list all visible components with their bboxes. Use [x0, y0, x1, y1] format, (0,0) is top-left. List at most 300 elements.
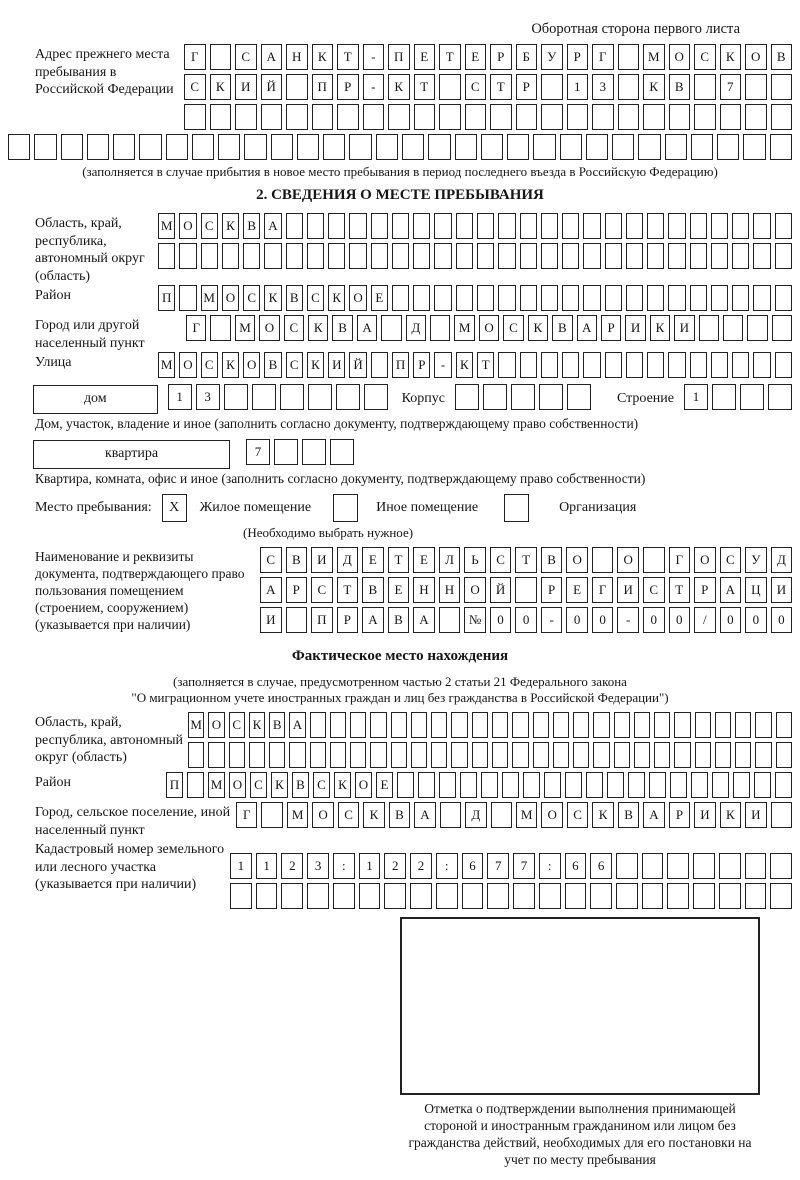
char-box-empty[interactable] — [513, 883, 535, 909]
char-box-empty[interactable] — [330, 712, 346, 738]
char-box-filled[interactable]: К — [222, 352, 239, 378]
char-box-filled[interactable]: М — [287, 802, 308, 828]
char-box-empty[interactable] — [229, 742, 245, 768]
char-box-empty[interactable] — [775, 352, 792, 378]
char-box-empty[interactable] — [643, 104, 665, 130]
char-box-empty[interactable] — [553, 712, 569, 738]
char-box-empty[interactable] — [562, 213, 579, 239]
char-box-filled[interactable]: К — [249, 712, 265, 738]
char-box-filled[interactable]: 1 — [684, 384, 708, 410]
char-box-empty[interactable] — [733, 772, 750, 798]
char-box-filled[interactable]: О — [222, 285, 239, 311]
char-box-filled[interactable]: К — [312, 44, 334, 70]
char-box-empty[interactable] — [668, 213, 685, 239]
char-box-filled[interactable]: С — [311, 577, 333, 603]
char-box-empty[interactable] — [350, 742, 366, 768]
char-box-empty[interactable] — [370, 712, 386, 738]
char-box-empty[interactable] — [418, 772, 435, 798]
char-box-empty[interactable] — [583, 285, 600, 311]
char-box-filled[interactable]: Р — [669, 802, 690, 828]
char-box-filled[interactable]: 0 — [490, 607, 512, 633]
char-box-empty[interactable] — [654, 712, 670, 738]
char-box-empty[interactable] — [711, 285, 728, 311]
char-box-empty[interactable] — [184, 104, 206, 130]
char-box-empty[interactable] — [593, 742, 609, 768]
char-box-filled[interactable]: 7 — [720, 74, 742, 100]
char-box-empty[interactable] — [391, 742, 407, 768]
char-box-filled[interactable]: С — [286, 352, 303, 378]
char-box-empty[interactable] — [230, 883, 252, 909]
char-box-empty[interactable] — [771, 74, 793, 100]
char-box-empty[interactable] — [544, 772, 561, 798]
char-box-empty[interactable] — [541, 213, 558, 239]
char-box-empty[interactable] — [158, 243, 175, 269]
char-box-filled[interactable]: 1 — [359, 853, 381, 879]
char-box-filled[interactable]: Г — [669, 547, 691, 573]
char-box-empty[interactable] — [642, 853, 664, 879]
char-box-filled[interactable]: В — [552, 315, 572, 341]
char-box-empty[interactable] — [439, 607, 461, 633]
char-box-filled[interactable]: А — [414, 802, 435, 828]
char-box-empty[interactable] — [498, 243, 515, 269]
char-box-empty[interactable] — [261, 802, 282, 828]
char-box-empty[interactable] — [583, 352, 600, 378]
char-box-filled[interactable]: М — [235, 315, 255, 341]
char-box-empty[interactable] — [560, 134, 582, 160]
char-box-empty[interactable] — [753, 213, 770, 239]
char-box-filled[interactable]: О — [694, 547, 716, 573]
char-box-filled[interactable]: 0 — [771, 607, 793, 633]
char-box-filled[interactable]: С — [567, 802, 588, 828]
char-box-filled[interactable]: А — [362, 607, 384, 633]
char-box-empty[interactable] — [392, 243, 409, 269]
char-box-empty[interactable] — [533, 712, 549, 738]
char-box-empty[interactable] — [690, 243, 707, 269]
char-box-filled[interactable]: Е — [362, 547, 384, 573]
char-box-empty[interactable] — [712, 772, 729, 798]
char-box-empty[interactable] — [605, 285, 622, 311]
char-box-empty[interactable] — [431, 712, 447, 738]
char-box-empty[interactable] — [712, 384, 736, 410]
char-box-filled[interactable]: О — [669, 44, 691, 70]
char-box-empty[interactable] — [492, 712, 508, 738]
stay-type-checkbox-organization[interactable] — [504, 494, 529, 522]
char-box-empty[interactable] — [732, 243, 749, 269]
char-box-empty[interactable] — [333, 883, 355, 909]
char-box-empty[interactable] — [562, 352, 579, 378]
char-box-filled[interactable]: : — [333, 853, 355, 879]
char-box-filled[interactable]: О — [312, 802, 333, 828]
char-box-empty[interactable] — [371, 352, 388, 378]
char-box-filled[interactable]: К — [271, 772, 288, 798]
char-box-empty[interactable] — [330, 439, 354, 465]
char-box-empty[interactable] — [388, 104, 410, 130]
char-box-filled[interactable]: Е — [371, 285, 388, 311]
char-box-filled[interactable]: М — [201, 285, 218, 311]
char-box-filled[interactable]: Т — [414, 74, 436, 100]
char-box-empty[interactable] — [8, 134, 30, 160]
char-box-empty[interactable] — [201, 243, 218, 269]
char-box-filled[interactable]: 7 — [513, 853, 535, 879]
char-box-empty[interactable] — [541, 243, 558, 269]
char-box-filled[interactable]: К — [222, 213, 239, 239]
char-box-filled[interactable]: К — [650, 315, 670, 341]
char-box-filled[interactable]: И — [617, 577, 639, 603]
char-box-empty[interactable] — [647, 352, 664, 378]
char-box-empty[interactable] — [87, 134, 109, 160]
char-box-filled[interactable]: Д — [771, 547, 793, 573]
char-box-filled[interactable]: К — [334, 772, 351, 798]
char-box-filled[interactable]: С — [243, 285, 260, 311]
char-box-empty[interactable] — [439, 74, 461, 100]
char-box-empty[interactable] — [307, 213, 324, 239]
char-box-empty[interactable] — [693, 853, 715, 879]
char-box-empty[interactable] — [310, 742, 326, 768]
char-box-empty[interactable] — [271, 134, 293, 160]
char-box-filled[interactable]: С — [201, 213, 218, 239]
char-box-filled[interactable]: 7 — [246, 439, 270, 465]
char-box-filled[interactable]: - — [434, 352, 451, 378]
char-box-filled[interactable]: В — [362, 577, 384, 603]
char-box-empty[interactable] — [647, 285, 664, 311]
char-box-empty[interactable] — [593, 712, 609, 738]
char-box-filled[interactable]: И — [625, 315, 645, 341]
char-box-filled[interactable]: К — [363, 802, 384, 828]
char-box-empty[interactable] — [567, 104, 589, 130]
char-box-filled[interactable]: 1 — [567, 74, 589, 100]
char-box-filled[interactable]: Б — [516, 44, 538, 70]
char-box-empty[interactable] — [747, 315, 767, 341]
char-box-filled[interactable]: М — [158, 352, 175, 378]
char-box-empty[interactable] — [533, 742, 549, 768]
char-box-filled[interactable]: / — [694, 607, 716, 633]
char-box-filled[interactable]: У — [541, 44, 563, 70]
char-box-filled[interactable]: 0 — [720, 607, 742, 633]
char-box-empty[interactable] — [711, 243, 728, 269]
char-box-empty[interactable] — [565, 772, 582, 798]
char-box-filled[interactable]: И — [674, 315, 694, 341]
char-box-empty[interactable] — [210, 44, 232, 70]
char-box-empty[interactable] — [541, 74, 563, 100]
char-box-filled[interactable]: В — [286, 285, 303, 311]
char-box-empty[interactable] — [397, 772, 414, 798]
char-box-empty[interactable] — [410, 883, 432, 909]
char-box-empty[interactable] — [614, 712, 630, 738]
char-box-empty[interactable] — [460, 772, 477, 798]
char-box-empty[interactable] — [732, 213, 749, 239]
char-box-empty[interactable] — [699, 315, 719, 341]
char-box-empty[interactable] — [411, 712, 427, 738]
char-box-filled[interactable]: Л — [439, 547, 461, 573]
char-box-filled[interactable]: К — [528, 315, 548, 341]
char-box-empty[interactable] — [336, 384, 360, 410]
char-box-empty[interactable] — [139, 134, 161, 160]
char-box-empty[interactable] — [520, 243, 537, 269]
char-box-filled[interactable]: : — [539, 853, 561, 879]
char-box-filled[interactable]: Р — [337, 74, 359, 100]
char-box-empty[interactable] — [269, 742, 285, 768]
char-box-filled[interactable]: У — [745, 547, 767, 573]
char-box-empty[interactable] — [371, 243, 388, 269]
char-box-empty[interactable] — [768, 384, 792, 410]
char-box-filled[interactable]: В — [243, 213, 260, 239]
char-box-filled[interactable]: 0 — [515, 607, 537, 633]
char-box-empty[interactable] — [256, 883, 278, 909]
char-box-filled[interactable]: В — [264, 352, 281, 378]
char-box-empty[interactable] — [770, 883, 792, 909]
char-box-empty[interactable] — [472, 742, 488, 768]
char-box-filled[interactable]: 0 — [745, 607, 767, 633]
char-box-filled[interactable]: С — [201, 352, 218, 378]
char-box-empty[interactable] — [179, 243, 196, 269]
char-box-filled[interactable]: Й — [349, 352, 366, 378]
char-box-filled[interactable]: И — [235, 74, 257, 100]
char-box-empty[interactable] — [376, 134, 398, 160]
char-box-empty[interactable] — [477, 213, 494, 239]
char-box-filled[interactable]: С — [250, 772, 267, 798]
char-box-empty[interactable] — [439, 772, 456, 798]
char-box-empty[interactable] — [430, 315, 450, 341]
stay-type-checkbox-residential[interactable]: X — [162, 494, 187, 522]
char-box-empty[interactable] — [614, 742, 630, 768]
char-box-empty[interactable] — [690, 352, 707, 378]
char-box-empty[interactable] — [392, 213, 409, 239]
char-box-empty[interactable] — [654, 742, 670, 768]
char-box-empty[interactable] — [583, 243, 600, 269]
char-box-empty[interactable] — [745, 883, 767, 909]
char-box-empty[interactable] — [274, 439, 298, 465]
char-box-filled[interactable]: К — [328, 285, 345, 311]
char-box-empty[interactable] — [583, 213, 600, 239]
char-box-empty[interactable] — [439, 104, 461, 130]
char-box-filled[interactable]: К — [720, 802, 741, 828]
char-box-filled[interactable]: Г — [184, 44, 206, 70]
char-box-filled[interactable]: Ь — [464, 547, 486, 573]
char-box-filled[interactable]: К — [264, 285, 281, 311]
char-box-empty[interactable] — [770, 134, 792, 160]
char-box-empty[interactable] — [381, 315, 401, 341]
char-box-empty[interactable] — [711, 352, 728, 378]
char-box-filled[interactable]: О — [208, 712, 224, 738]
char-box-empty[interactable] — [477, 243, 494, 269]
char-box-empty[interactable] — [487, 883, 509, 909]
char-box-filled[interactable]: И — [311, 547, 333, 573]
char-box-empty[interactable] — [775, 285, 792, 311]
char-box-empty[interactable] — [512, 742, 528, 768]
char-box-empty[interactable] — [456, 243, 473, 269]
char-box-empty[interactable] — [755, 712, 771, 738]
char-box-empty[interactable] — [286, 74, 308, 100]
char-box-filled[interactable]: Ц — [745, 577, 767, 603]
char-box-empty[interactable] — [244, 134, 266, 160]
char-box-empty[interactable] — [775, 243, 792, 269]
char-box-empty[interactable] — [451, 742, 467, 768]
char-box-empty[interactable] — [392, 285, 409, 311]
char-box-empty[interactable] — [771, 802, 792, 828]
char-box-filled[interactable]: 1 — [256, 853, 278, 879]
char-box-empty[interactable] — [402, 134, 424, 160]
char-box-filled[interactable]: А — [264, 213, 281, 239]
char-box-empty[interactable] — [616, 853, 638, 879]
char-box-empty[interactable] — [511, 384, 535, 410]
char-box-filled[interactable]: В — [269, 712, 285, 738]
char-box-empty[interactable] — [451, 712, 467, 738]
char-box-empty[interactable] — [261, 104, 283, 130]
char-box-empty[interactable] — [626, 213, 643, 239]
char-box-empty[interactable] — [481, 772, 498, 798]
char-box-empty[interactable] — [634, 742, 650, 768]
char-box-empty[interactable] — [732, 352, 749, 378]
char-box-empty[interactable] — [61, 134, 83, 160]
char-box-empty[interactable] — [210, 104, 232, 130]
char-box-empty[interactable] — [477, 285, 494, 311]
char-box-filled[interactable]: В — [332, 315, 352, 341]
char-box-empty[interactable] — [695, 742, 711, 768]
char-box-filled[interactable]: 1 — [230, 853, 252, 879]
char-box-filled[interactable]: Е — [376, 772, 393, 798]
char-box-filled[interactable]: Р — [601, 315, 621, 341]
char-box-filled[interactable]: Т — [388, 547, 410, 573]
char-box-filled[interactable]: И — [745, 802, 766, 828]
char-box-empty[interactable] — [515, 577, 537, 603]
char-box-empty[interactable] — [647, 213, 664, 239]
char-box-filled[interactable]: 3 — [196, 384, 220, 410]
char-box-filled[interactable]: Р — [286, 577, 308, 603]
char-box-empty[interactable] — [523, 772, 540, 798]
char-box-filled[interactable]: - — [363, 74, 385, 100]
char-box-empty[interactable] — [592, 104, 614, 130]
char-box-empty[interactable] — [732, 285, 749, 311]
char-box-filled[interactable]: : — [436, 853, 458, 879]
char-box-filled[interactable]: П — [311, 607, 333, 633]
char-box-empty[interactable] — [512, 712, 528, 738]
char-box-empty[interactable] — [498, 285, 515, 311]
char-box-empty[interactable] — [113, 134, 135, 160]
char-box-filled[interactable]: С — [503, 315, 523, 341]
char-box-empty[interactable] — [626, 243, 643, 269]
char-box-empty[interactable] — [612, 134, 634, 160]
char-box-filled[interactable]: 0 — [592, 607, 614, 633]
char-box-filled[interactable]: - — [617, 607, 639, 633]
char-box-empty[interactable] — [286, 104, 308, 130]
char-box-filled[interactable]: С — [720, 547, 742, 573]
char-box-empty[interactable] — [690, 285, 707, 311]
char-box-empty[interactable] — [715, 742, 731, 768]
char-box-empty[interactable] — [210, 315, 230, 341]
char-box-filled[interactable]: В — [541, 547, 563, 573]
char-box-empty[interactable] — [565, 883, 587, 909]
char-box-filled[interactable]: Р — [413, 352, 430, 378]
char-box-empty[interactable] — [391, 712, 407, 738]
char-box-empty[interactable] — [691, 134, 713, 160]
char-box-filled[interactable]: 2 — [410, 853, 432, 879]
char-box-filled[interactable]: И — [771, 577, 793, 603]
char-box-empty[interactable] — [735, 712, 751, 738]
char-box-empty[interactable] — [626, 352, 643, 378]
char-box-empty[interactable] — [166, 134, 188, 160]
char-box-filled[interactable]: А — [260, 577, 282, 603]
char-box-empty[interactable] — [771, 104, 793, 130]
char-box-empty[interactable] — [605, 243, 622, 269]
char-box-filled[interactable]: А — [577, 315, 597, 341]
char-box-empty[interactable] — [735, 742, 751, 768]
char-box-empty[interactable] — [539, 883, 561, 909]
char-box-empty[interactable] — [567, 384, 591, 410]
char-box-filled[interactable]: О — [355, 772, 372, 798]
char-box-empty[interactable] — [498, 213, 515, 239]
char-box-filled[interactable]: О — [179, 352, 196, 378]
char-box-filled[interactable]: Г — [236, 802, 257, 828]
char-box-empty[interactable] — [592, 547, 614, 573]
char-box-empty[interactable] — [520, 352, 537, 378]
char-box-empty[interactable] — [693, 883, 715, 909]
char-box-empty[interactable] — [455, 384, 479, 410]
char-box-filled[interactable]: Р — [541, 577, 563, 603]
char-box-filled[interactable]: В — [771, 44, 793, 70]
char-box-empty[interactable] — [715, 712, 731, 738]
char-box-empty[interactable] — [586, 772, 603, 798]
char-box-filled[interactable]: 7 — [487, 853, 509, 879]
char-box-empty[interactable] — [723, 315, 743, 341]
char-box-filled[interactable]: К — [592, 802, 613, 828]
char-box-filled[interactable]: 2 — [384, 853, 406, 879]
char-box-filled[interactable]: В — [292, 772, 309, 798]
char-box-filled[interactable]: А — [413, 607, 435, 633]
char-box-filled[interactable]: К — [720, 44, 742, 70]
char-box-empty[interactable] — [249, 742, 265, 768]
char-box-empty[interactable] — [483, 384, 507, 410]
char-box-empty[interactable] — [573, 712, 589, 738]
char-box-empty[interactable] — [243, 243, 260, 269]
char-box-filled[interactable]: И — [260, 607, 282, 633]
char-box-filled[interactable]: Д — [406, 315, 426, 341]
char-box-filled[interactable]: О — [179, 213, 196, 239]
char-box-empty[interactable] — [649, 772, 666, 798]
char-box-empty[interactable] — [413, 285, 430, 311]
char-box-filled[interactable]: М — [643, 44, 665, 70]
char-box-empty[interactable] — [307, 243, 324, 269]
char-box-filled[interactable]: Р — [337, 607, 359, 633]
char-box-filled[interactable]: Р — [490, 44, 512, 70]
char-box-empty[interactable] — [745, 853, 767, 879]
char-box-filled[interactable]: 6 — [462, 853, 484, 879]
char-box-filled[interactable]: А — [357, 315, 377, 341]
char-box-filled[interactable]: С — [229, 712, 245, 738]
char-box-empty[interactable] — [434, 285, 451, 311]
char-box-empty[interactable] — [192, 134, 214, 160]
char-box-empty[interactable] — [384, 883, 406, 909]
char-box-empty[interactable] — [776, 742, 792, 768]
char-box-empty[interactable] — [573, 742, 589, 768]
char-box-filled[interactable]: Т — [515, 547, 537, 573]
char-box-filled[interactable]: П — [312, 74, 334, 100]
char-box-filled[interactable]: О — [566, 547, 588, 573]
char-box-empty[interactable] — [440, 802, 461, 828]
char-box-empty[interactable] — [516, 104, 538, 130]
char-box-empty[interactable] — [618, 74, 640, 100]
char-box-empty[interactable] — [533, 134, 555, 160]
char-box-empty[interactable] — [349, 134, 371, 160]
char-box-empty[interactable] — [695, 712, 711, 738]
char-box-empty[interactable] — [349, 243, 366, 269]
char-box-empty[interactable] — [218, 134, 240, 160]
char-box-empty[interactable] — [668, 352, 685, 378]
char-box-empty[interactable] — [520, 285, 537, 311]
char-box-empty[interactable] — [34, 134, 56, 160]
char-box-filled[interactable]: О — [349, 285, 366, 311]
char-box-empty[interactable] — [502, 772, 519, 798]
char-box-filled[interactable]: С — [184, 74, 206, 100]
